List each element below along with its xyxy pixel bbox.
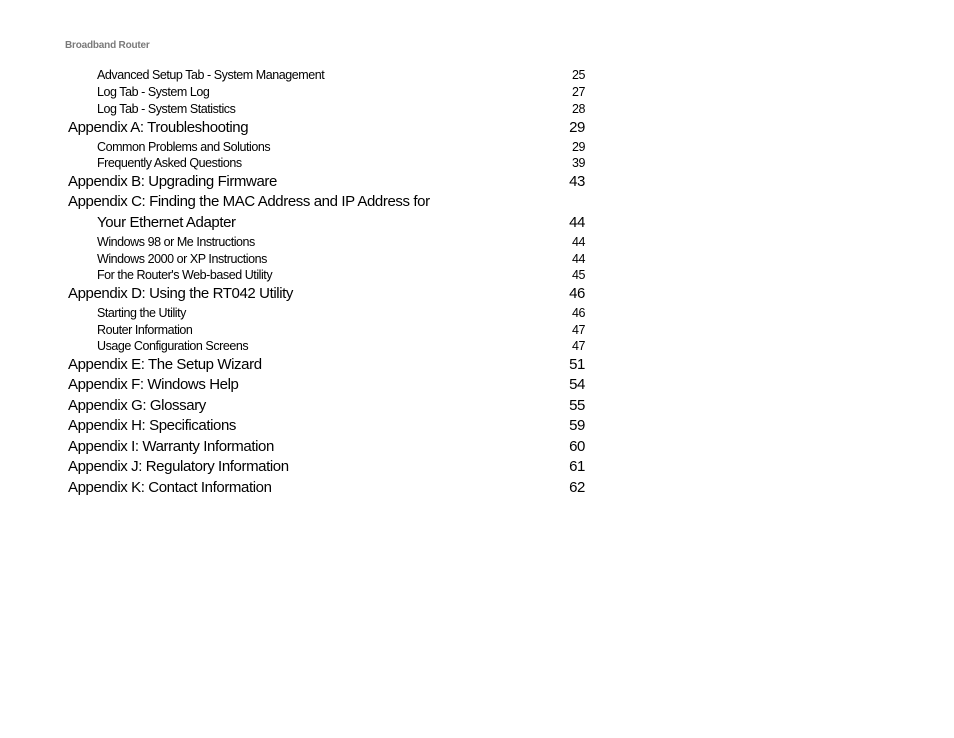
toc-entry-title: Windows 98 or Me Instructions (97, 235, 255, 249)
toc-entry-title: Appendix K: Contact Information (68, 479, 272, 496)
toc-entry-page: 45 (571, 268, 585, 282)
toc-entry-page: 44 (569, 214, 585, 231)
toc-entry-page: 62 (569, 479, 585, 496)
toc-entry-page: 44 (571, 252, 585, 266)
toc-entry-page: 47 (571, 323, 585, 337)
toc-entry-page: 46 (569, 285, 585, 302)
toc-entry-router-information[interactable] (97, 323, 585, 339)
toc-entry-page: 55 (569, 397, 585, 414)
toc-entry-page: 29 (571, 140, 585, 154)
toc-entry-page: 44 (571, 235, 585, 249)
toc-entry-title: Appendix C: Finding the MAC Address and IP Address for (68, 193, 430, 210)
running-header: Broadband Router (65, 40, 150, 51)
toc-entry-title: Frequently Asked Questions (97, 156, 242, 170)
toc-entry-title: Appendix A: Troubleshooting (68, 119, 249, 136)
toc-entry-title: Appendix I: Warranty Information (68, 438, 274, 455)
toc-entry-appendix-i[interactable] (68, 438, 585, 458)
toc-entry-title: Starting the Utility (97, 306, 186, 320)
toc-entry-title: Log Tab - System Statistics (97, 102, 236, 116)
toc-entry-appendix-a[interactable] (68, 119, 585, 139)
toc-entry-page: 51 (569, 356, 585, 373)
toc-entry-title: Appendix B: Upgrading Firmware (68, 173, 277, 190)
toc-entry-title: For the Router's Web-based Utility (97, 268, 273, 282)
toc-entry-title: Common Problems and Solutions (97, 140, 271, 154)
toc-entry-page: 46 (571, 306, 585, 320)
toc-entry-windows-2000-xp[interactable] (97, 252, 585, 268)
toc-entry-common-problems[interactable] (97, 140, 585, 156)
toc-entry-appendix-h[interactable] (68, 417, 585, 437)
toc-entry-page: 54 (569, 376, 585, 393)
toc-entry-appendix-e[interactable] (68, 356, 585, 376)
toc-entry-title: Appendix F: Windows Help (68, 376, 239, 393)
toc-entry-title: Appendix D: Using the RT042 Utility (68, 285, 294, 302)
toc-entry-appendix-f[interactable] (68, 376, 585, 396)
toc-entry-appendix-k[interactable] (68, 479, 585, 499)
toc-entry-page: 59 (569, 417, 585, 434)
toc-entry-page: 28 (571, 102, 585, 116)
toc-entry-usage-configuration[interactable] (97, 339, 585, 355)
toc-entry-page: 61 (569, 458, 585, 475)
toc-entry-system-log[interactable] (97, 85, 585, 101)
toc-entry-page: 29 (569, 119, 585, 136)
toc-entry-system-statistics[interactable] (97, 102, 585, 118)
toc-entry-web-based-utility[interactable] (97, 268, 585, 284)
toc-entry-title: Log Tab - System Log (97, 85, 210, 99)
toc-entry-title: Windows 2000 or XP Instructions (97, 252, 267, 266)
toc-entry-page: 47 (571, 339, 585, 353)
toc-entry-faq[interactable] (97, 156, 585, 172)
toc-entry-title: Usage Configuration Screens (97, 339, 249, 353)
toc-entry-title: Advanced Setup Tab - System Management (97, 68, 325, 82)
toc-entry-appendix-d[interactable] (68, 285, 585, 305)
toc-entry-appendix-g[interactable] (68, 397, 585, 417)
toc-entry-windows-98-me[interactable] (97, 235, 585, 251)
toc-entry-system-management[interactable] (97, 68, 585, 84)
toc-entry-appendix-c-continued[interactable] (97, 214, 585, 234)
toc-entry-starting-utility[interactable] (97, 306, 585, 322)
toc-entry-page: 60 (569, 438, 585, 455)
toc-entry-appendix-b[interactable] (68, 173, 585, 193)
toc-entry-page: 27 (571, 85, 585, 99)
toc-entry-title: Your Ethernet Adapter (97, 214, 236, 231)
toc-entry-title: Appendix H: Specifications (68, 417, 237, 434)
toc-entry-title: Appendix J: Regulatory Information (68, 458, 289, 475)
toc-entry-appendix-j[interactable] (68, 458, 585, 478)
toc-entry-page: 39 (571, 156, 585, 170)
toc-entry-title: Router Information (97, 323, 193, 337)
toc-entry-title: Appendix G: Glossary (68, 397, 206, 414)
toc-entry-page: 25 (571, 68, 585, 82)
toc-entry-page: 43 (569, 173, 585, 190)
toc-entry-appendix-c[interactable] (68, 193, 585, 213)
toc-entry-title: Appendix E: The Setup Wizard (68, 356, 262, 373)
